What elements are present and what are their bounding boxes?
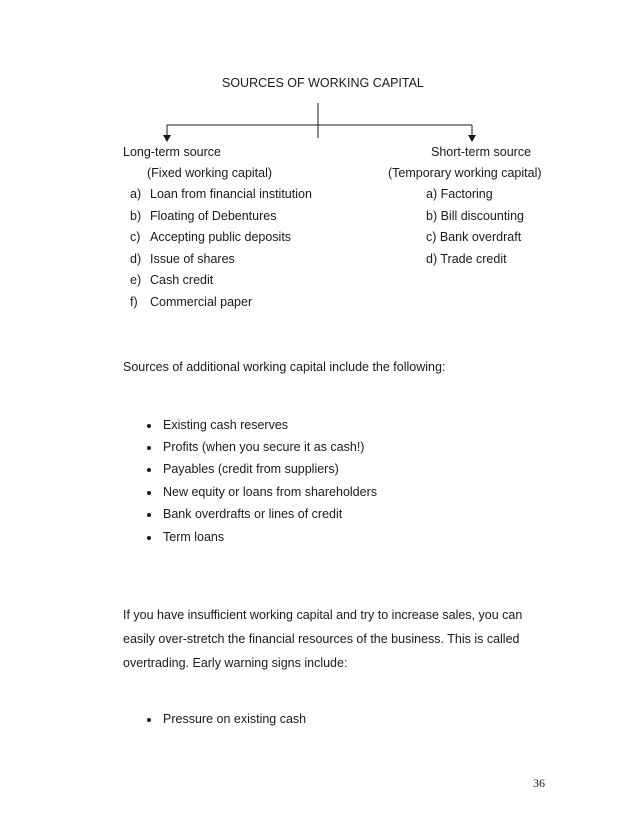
list-marker: e) [130,273,142,287]
bullet-icon [147,718,151,722]
list-marker: c) [130,230,141,244]
left-arrow-icon [163,135,171,142]
bullet-icon [147,468,151,472]
list-marker: a) [130,187,142,201]
list-item: b) Bill discounting [426,209,524,223]
paragraph-line: easily over-stretch the financial resources of the business. This is called [123,632,520,646]
list-item: Bank overdrafts or lines of credit [163,507,343,521]
list-item: Issue of shares [150,252,235,266]
paragraph-line: If you have insufficient working capital and try to increase sales, you can [123,608,523,622]
page-number: 36 [533,776,545,790]
bullet-icon [147,536,151,540]
short-term-subheading: (Temporary working capital) [388,166,542,180]
diagram-connector [0,0,638,150]
list-item: Pressure on existing cash [163,712,307,726]
long-term-subheading: (Fixed working capital) [147,166,273,180]
right-arrow-icon [468,135,476,142]
list-marker: b) [130,209,142,223]
short-term-heading: Short-term source [431,145,532,159]
list-item: c) Bank overdraft [426,230,522,244]
list-item: Payables (credit from suppliers) [163,462,339,476]
list-item: Accepting public deposits [150,230,292,244]
list-marker: d) [130,252,142,266]
list-item: Commercial paper [150,295,253,309]
list-item: Existing cash reserves [163,418,289,432]
bullet-icon [147,491,151,495]
list-item: Cash credit [150,273,214,287]
list-item: d) Trade credit [426,252,507,266]
additional-intro: Sources of additional working capital include the following: [123,360,446,374]
bullet-icon [147,424,151,428]
list-item: Term loans [163,530,225,544]
list-marker: f) [130,295,138,309]
long-term-heading: Long-term source [123,145,221,159]
diagram-title: SOURCES OF WORKING CAPITAL [222,76,424,90]
list-item: Floating of Debentures [150,209,277,223]
bullet-icon [147,446,151,450]
list-item: Profits (when you secure it as cash!) [163,440,365,454]
list-item: Loan from financial institution [150,187,312,201]
list-item: a) Factoring [426,187,493,201]
bullet-icon [147,513,151,517]
list-item: New equity or loans from shareholders [163,485,377,499]
paragraph-line: overtrading. Early warning signs include: [123,656,348,670]
